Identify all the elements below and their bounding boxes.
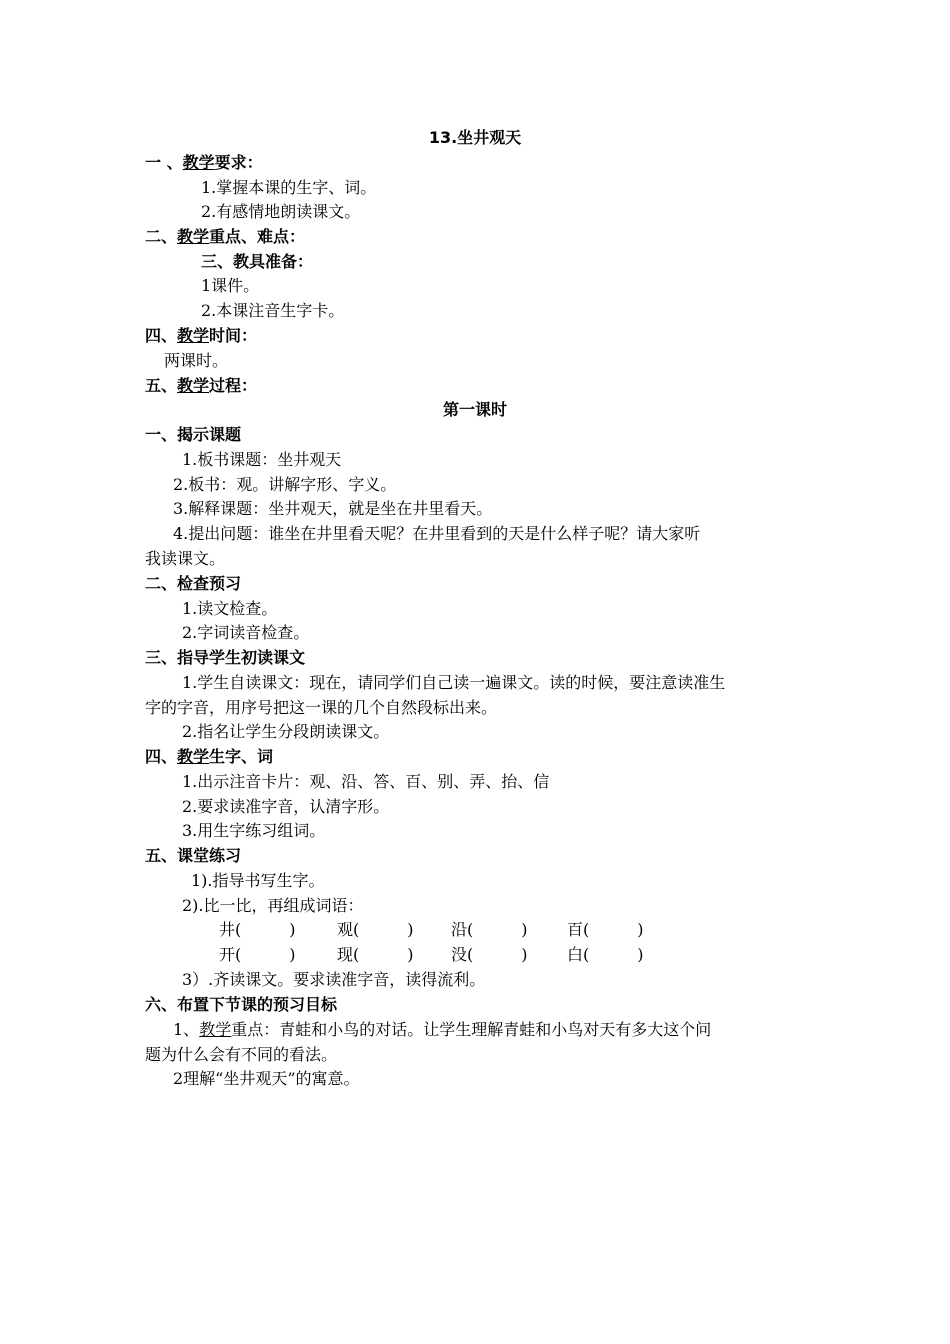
list-item: 2.指名让学生分段朗读课文。	[182, 722, 390, 741]
body-text: 2理解“坐井观天”的寓意。	[173, 1069, 360, 1088]
exercise-cell: 开( )	[219, 945, 296, 964]
exercise-cell: 白( )	[567, 945, 644, 964]
list-item: 4.提出问题：谁坐在井里看天呢？在井里看到的天是什么样子呢？请大家听	[173, 524, 701, 543]
list-item: 1.读文检查。	[182, 599, 278, 618]
exercise-cell: 没( )	[451, 945, 528, 964]
exercise-cell: 百( )	[567, 920, 644, 939]
list-item: 2.字词读音检查。	[182, 623, 310, 642]
exercise-cell: 观( )	[337, 920, 414, 939]
section-heading: 二、检查预习	[145, 574, 242, 593]
section-heading: 一、揭示课题	[145, 425, 242, 444]
list-item: 1).指导书写生字。	[191, 871, 325, 890]
list-item: 2.板书：观。讲解字形、字义。	[173, 475, 397, 494]
list-item: 3.解释课题：坐井观天，就是坐在井里看天。	[173, 499, 493, 518]
list-item: 2.要求读准字音，认清字形。	[182, 797, 390, 816]
exercise-cell: 井( )	[219, 920, 296, 939]
section-heading: 一 、教学要求：	[145, 153, 263, 172]
section-heading: 三、教具准备：	[201, 252, 314, 271]
document-title: 13.坐井观天	[428, 128, 522, 147]
body-text: 字的字音，用序号把这一课的几个自然段标出来。	[145, 698, 498, 717]
list-item: 2).比一比，再组成词语：	[182, 896, 364, 915]
section-heading: 二、教学重点、难点：	[145, 227, 306, 246]
exercise-cell: 沿( )	[451, 920, 528, 939]
list-item: 1.掌握本课的生字、词。	[201, 178, 377, 197]
section-heading: 四、教学时间：	[145, 326, 258, 345]
lesson-title: 第一课时	[442, 400, 507, 419]
list-item: 2.本课注音生字卡。	[201, 301, 345, 320]
section-heading: 五、课堂练习	[145, 846, 242, 865]
list-item: 3.用生字练习组词。	[182, 821, 326, 840]
body-text: 两课时。	[164, 351, 229, 370]
body-text: 我读课文。	[145, 549, 226, 568]
section-heading: 四、教学生字、词	[145, 747, 274, 766]
exercise-cell: 现( )	[337, 945, 414, 964]
list-item: 3）.齐读课文。要求读准字音，读得流利。	[182, 970, 486, 989]
list-item: 1.板书课题：坐井观天	[182, 450, 342, 469]
list-item: 1.学生自读课文：现在，请同学们自己读一遍课文。读的时候，要注意读准生	[182, 673, 726, 692]
list-item: 1.出示注音卡片：观、沿、答、百、别、弄、抬、信	[182, 772, 550, 791]
body-text: 1、教学重点：青蛙和小鸟的对话。让学生理解青蛙和小鸟对天有多大这个问	[173, 1020, 712, 1039]
section-heading: 五、教学过程：	[145, 376, 258, 395]
list-item: 2.有感情地朗读课文。	[201, 202, 361, 221]
section-heading: 三、指导学生初读课文	[145, 648, 306, 667]
section-heading: 六、布置下节课的预习目标	[145, 995, 338, 1014]
list-item: 1课件。	[201, 276, 260, 295]
body-text: 题为什么会有不同的看法。	[145, 1045, 338, 1064]
